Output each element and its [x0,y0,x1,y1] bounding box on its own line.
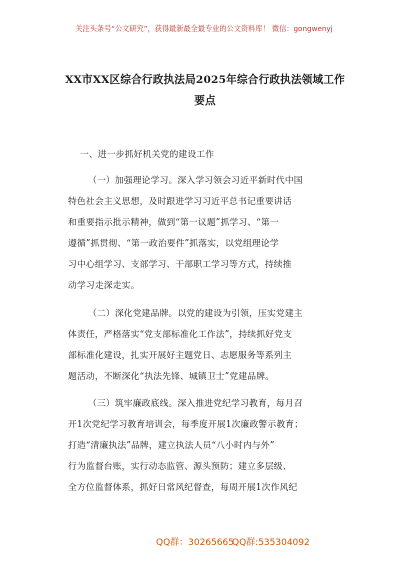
paragraph-line: （一）加强理论学习。深入学习领会习近平新时代中国 [88,176,303,186]
paragraph-line: 开1次党纪学习教育培训会，每季度开展1次廉政警示教育； [68,420,304,430]
paragraph-line: （三）筑牢廉政底线。深入推进党纪学习教育，每月召 [88,399,303,409]
promo-banner: 关注头条号“公文研究”，获得最新最全最专业的公文资料库！ 微信：gongwenyj [75,24,333,33]
paragraph-line: 体责任，严格落实“党支部标准化工作法”，持续抓好党支 [68,330,293,340]
paragraph-line: 全方位监督体系，抓好日常风纪督查，每周开展1次作风纪 [68,483,298,493]
paragraph-line: 行为监督台账，实行动态监管、源头预防；建立多层级、 [68,462,292,472]
paragraph-line: 动学习走深走实。 [68,281,140,291]
document-title-continued: 要点 [194,95,216,107]
paragraph-line: 部标准化建设，扎实开展好主题党日、志愿服务等系列主 [68,351,292,361]
section-heading: 一、进一步抓好机关党的建设工作 [80,150,215,160]
qq-group-link-1[interactable]: QQ群：30265665 [156,538,234,548]
paragraph-line: 习中心组学习、支部学习、干部职工学习等方式，持续推 [68,260,292,270]
document-title: XX市XX区综合行政执法局2025年综合行政执法领域工作 [65,74,345,86]
paragraph-line: 打造“清廉执法”品牌，建立执法人员“八小时内与外” [68,441,275,451]
paragraph-line: 遵循”抓贯彻、“第一政治要件”抓落实，以党组理论学 [68,239,279,249]
paragraph-line: 题活动，不断深化“执法先锋、城镇卫士”党建品牌。 [68,372,275,382]
paragraph-line: 特色社会主义思想，及时跟进学习习近平总书记重要讲话 [68,197,292,207]
paragraph-line: 和重要指示批示精神，做到“第一议题”抓学习、“第一 [68,218,279,228]
paragraph-line: （二）深化党建品牌。以党的建设为引领，压实党建主 [88,309,303,319]
qq-group-link-2[interactable]: QQ群:535304092 [232,538,310,548]
